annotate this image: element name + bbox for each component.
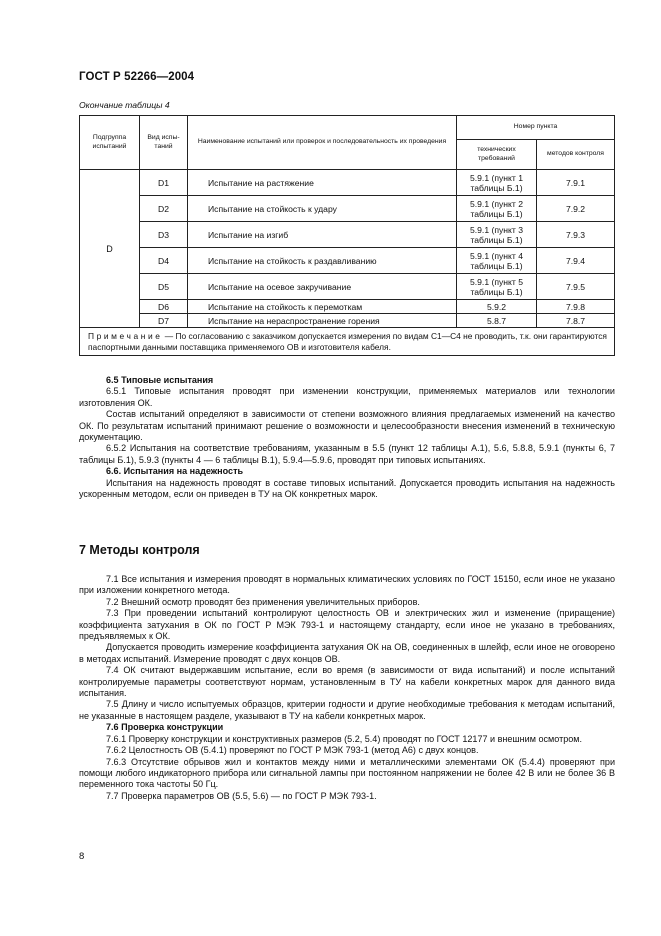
paragraph: 7.6.2 Целостность ОВ (5.4.1) проверяют по ГОСТ Р МЭК 793-1 (метод А6) с двух концов. <box>106 745 479 756</box>
paragraph: 7.7 Проверка параметров ОВ (5.5, 5.6) — по ГОСТ Р МЭК 793-1. <box>106 790 377 801</box>
method-cell: 7.8.7 <box>537 314 615 328</box>
method-cell: 7.9.1 <box>537 170 615 196</box>
paragraph: 7.4 ОК считают выдержавшим испытание, если во время (в зависимости от вида испытаний) и после испытаний контролируемые параметры соответствуют нормам, установленным в ТУ на кабели конкретных марок для данного вида испытания. <box>79 665 615 699</box>
header-group: Подгруппа испытаний <box>80 116 140 170</box>
vid-cell: D5 <box>140 274 188 300</box>
paragraph: Состав испытаний определяют в зависимости от степени возможного влияния предлагаемых изменений на качество ОК. По результатам испытаний принимают решение о возможности и целесообразности внесения изменений в техническую документацию. <box>79 409 615 443</box>
method-cell: 7.9.8 <box>537 300 615 314</box>
tech-cell: 5.9.2 <box>457 300 537 314</box>
paragraph: 7.1 Все испытания и измерения проводят в нормальных климатических условиях по ГОСТ 15150, если иное не указано при изложении конкретного метода. <box>79 574 615 596</box>
vid-cell: D3 <box>140 222 188 248</box>
section-7-title: 7 Методы контроля <box>79 543 200 557</box>
paragraph: 6.5.1 Типовые испытания проводят при изменении конструкции, применяемых материалов или технологии изготовления ОК. <box>79 386 615 408</box>
vid-cell: D1 <box>140 170 188 196</box>
tech-cell: 5.8.7 <box>457 314 537 328</box>
tests-table <box>79 115 615 356</box>
method-cell: 7.9.3 <box>537 222 615 248</box>
table-row <box>80 314 615 328</box>
table-row <box>80 248 615 274</box>
paragraph: 6.5.2 Испытания на соответствие требованиям, указанным в 5.5 (пункт 12 таблицы А.1), 5.6, 5.8.8, 5.9.1 (пункты 6, 7 таблицы Б.1), 5.9.3 (пункты 4 — 6 таблицы В.1), 5.9.4—5.9.6, проводят при типовых испытаниях. <box>79 443 615 465</box>
method-cell: 7.9.4 <box>537 248 615 274</box>
tech-cell: 5.9.1 (пункт 1 таблицы Б.1) <box>457 170 537 196</box>
header-vid: Вид испы-таний <box>140 116 188 170</box>
paragraph: 7.2 Внешний осмотр проводят без применения увеличительных приборов. <box>106 596 420 607</box>
name-cell: Испытание на нераспространение горения <box>188 314 457 328</box>
header-point-number: Номер пункта <box>457 116 615 140</box>
header-methods: методов контроля <box>537 140 615 170</box>
table-row <box>80 170 615 196</box>
method-cell: 7.9.5 <box>537 274 615 300</box>
section-heading: 6.6. Испытания на надежность <box>106 466 244 477</box>
tech-cell: 5.9.1 (пункт 5 таблицы Б.1) <box>457 274 537 300</box>
paragraph: 7.5 Длину и число испытуемых образцов, критерии годности и другие необходимые требования к методам испытаний, не указанные в настоящем разделе, указывают в ТУ на кабели конкретных марок. <box>79 699 615 721</box>
tech-cell: 5.9.1 (пункт 4 таблицы Б.1) <box>457 248 537 274</box>
section-heading: 6.5 Типовые испытания <box>106 375 214 385</box>
vid-cell: D2 <box>140 196 188 222</box>
vid-cell: D6 <box>140 300 188 314</box>
method-cell: 7.9.2 <box>537 196 615 222</box>
table-note <box>80 328 615 356</box>
name-cell: Испытание на стойкость к раздавливанию <box>188 248 457 274</box>
tech-cell: 5.9.1 (пункт 3 таблицы Б.1) <box>457 222 537 248</box>
paragraph: 7.3 При проведении испытаний контролируют целостность ОВ и электрических жил и изменение (приращение) коэффициента затухания в ОК по ГОСТ Р МЭК 793-1 и настоящему стандарту, если иное не указано в требованиях, предъявляемых к ОК. <box>79 608 615 642</box>
table-note-row <box>80 328 615 356</box>
name-cell: Испытание на растяжение <box>188 170 457 196</box>
paragraph: 7.6.3 Отсутствие обрывов жил и контактов между ними и металлическими элементами ОК (5.4.4) проверяют при помощи любого индикаторного прибора или сигнальной лампы при постоянном напряжении не более 42 В или не более 36 В переменного тока частоты 50 Гц. <box>79 756 615 790</box>
table-row <box>80 222 615 248</box>
paragraph: Допускается проводить измерение коэффициента затухания ОК на ОВ, соединенных в шлейф, если иное не оговорено в методах испытаний. Измерение проводят с двух концов ОВ. <box>79 642 615 664</box>
vid-cell: D7 <box>140 314 188 328</box>
header-tech: технических требований <box>457 140 537 170</box>
paragraph: 7.6.1 Проверку конструкции и конструктивных размеров (5.2, 5.4) проводят по ГОСТ 12177 и внешним осмотром. <box>106 733 583 744</box>
paragraph: Испытания на надежность проводят в составе типовых испытаний. Допускается проводить испытания на надежность ускоренным методом, если он приведен в ТУ на ОК конкретных марок. <box>79 477 615 500</box>
vid-cell: D4 <box>140 248 188 274</box>
section-7 <box>79 574 615 802</box>
name-cell: Испытание на изгиб <box>188 222 457 248</box>
note-text: — По согласованию с заказчиком допускается измерения по видам С1—С4 не проводить, т.к. они гарантируются паспортными данными поставщика применяемого ОВ и изготовителя кабеля. <box>88 331 607 352</box>
section-6-5 <box>79 375 615 500</box>
name-cell: Испытание на стойкость к перемоткам <box>188 300 457 314</box>
page-number: 8 <box>79 851 85 862</box>
table-caption: Окончание таблицы 4 <box>79 100 170 110</box>
document-title: ГОСТ Р 52266—2004 <box>79 71 195 83</box>
table-row <box>80 274 615 300</box>
section-heading: 7.6 Проверка конструкции <box>106 722 224 733</box>
header-name: Наименование испытаний или проверок и последовательность их проведения <box>188 116 457 170</box>
table-row <box>80 300 615 314</box>
group-cell: D <box>80 170 140 328</box>
note-label: Примечание <box>88 331 163 341</box>
name-cell: Испытание на осевое закручивание <box>188 274 457 300</box>
name-cell: Испытание на стойкость к удару <box>188 196 457 222</box>
table-row <box>80 196 615 222</box>
tech-cell: 5.9.1 (пункт 2 таблицы Б.1) <box>457 196 537 222</box>
